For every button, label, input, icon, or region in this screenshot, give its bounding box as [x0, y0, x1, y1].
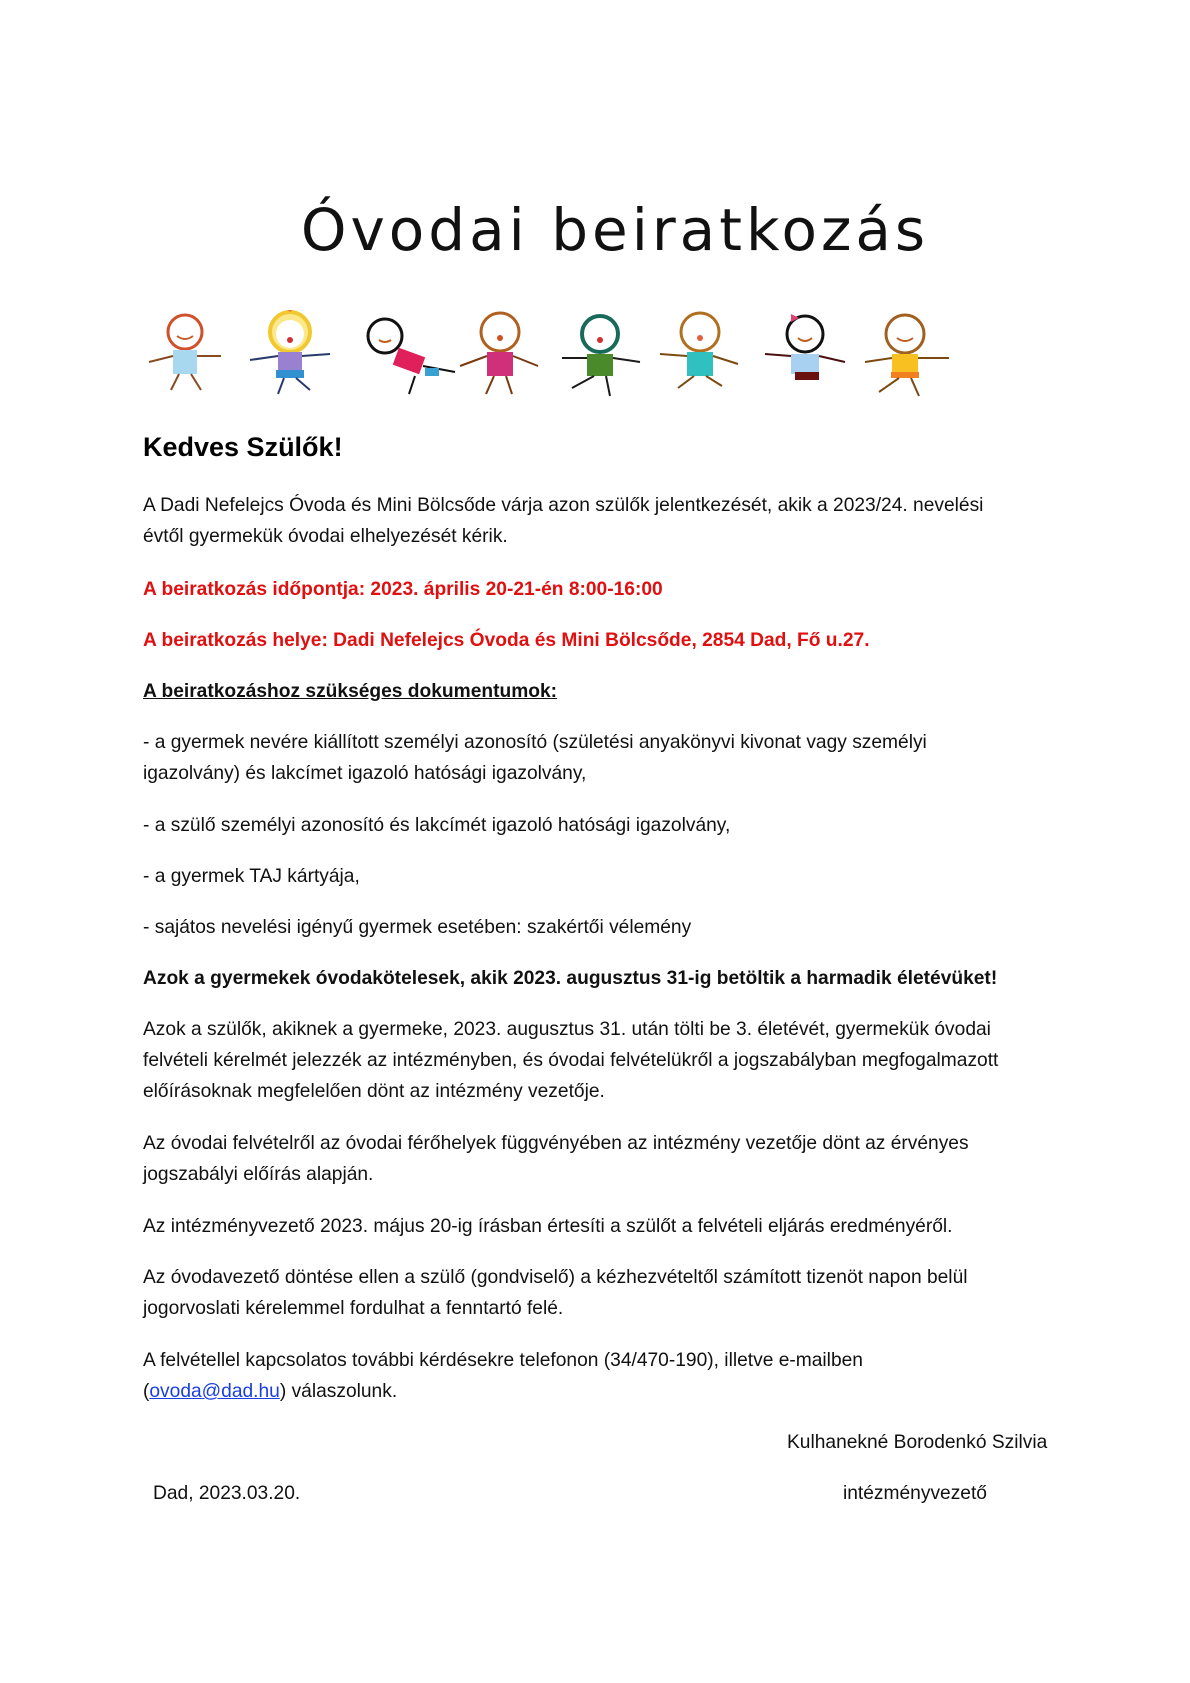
paragraph-line: jogorvoslati kérelemmel fordulhat a fenntartó felé.: [143, 1298, 564, 1319]
intro-line: évtől gyermekük óvodai elhelyezését kérik.: [143, 526, 508, 547]
enrollment-time: A beiratkozás időpontja: 2023. április 20-21-én 8:00-16:00: [143, 579, 663, 600]
child-figure: [865, 315, 949, 396]
paragraph-line: Azok a szülők, akiknek a gyermeke, 2023. augusztus 31. után tölti be 3. életévét, gyermekük óvodai: [143, 1019, 991, 1040]
document-item-line: - a gyermek nevére kiállított személyi azonosító (születési anyakönyvi kivonat vagy személyi: [143, 732, 927, 753]
contact-line: A felvétellel kapcsolatos további kérdésekre telefonon (34/470-190), illetve e-mailben: [143, 1350, 863, 1371]
email-link[interactable]: ovoda@dad.hu: [149, 1381, 280, 1402]
child-figure: [562, 316, 640, 396]
child-figure: [660, 313, 738, 388]
document-item: - a szülő személyi azonosító és lakcímét igazoló hatósági igazolvány,: [143, 815, 731, 836]
paragraph-line: Az óvodavezető döntése ellen a szülő (gondviselő) a kézhezvételtől számított tizenöt napon belül: [143, 1267, 968, 1288]
place-date: Dad, 2023.03.20.: [153, 1483, 301, 1504]
contact-line-rest: ) válaszolunk.: [279, 1381, 398, 1402]
documents-heading: A beiratkozáshoz szükséges dokumentumok:: [143, 681, 558, 702]
paren: (: [143, 1381, 150, 1402]
document-item-line: igazolvány) és lakcímet igazoló hatósági igazolvány,: [143, 763, 587, 784]
children-banner-image: [140, 310, 1040, 400]
child-figure: [460, 313, 538, 394]
contact-paragraph: [143, 1345, 1063, 1407]
paragraph: [143, 1128, 1063, 1190]
greeting-heading: Kedves Szülők!: [143, 432, 343, 462]
child-figure: [368, 319, 455, 394]
paragraph-line: Az óvodai felvételről az óvodai férőhelyek függvényében az intézmény vezetője dönt az érvényes: [143, 1133, 969, 1154]
mandatory-notice: Azok a gyermekek óvodakötelesek, akik 2023. augusztus 31-ig betöltik a harmadik életévüket!: [143, 968, 998, 989]
document-title: Óvodai beiratkozás: [300, 196, 930, 264]
child-figure: [765, 314, 845, 380]
intro-line: A Dadi Nefelejcs Óvoda és Mini Bölcsőde várja azon szülők jelentkezését, akik a 2023/24. nevelési: [143, 495, 984, 516]
paragraph: Az intézményvezető 2023. május 20-ig írásban értesíti a szülőt a felvételi eljárás eredményéről.: [143, 1216, 953, 1237]
paragraph: [143, 1262, 1063, 1324]
document-item: - sajátos nevelési igényű gyermek esetében: szakértői vélemény: [143, 917, 692, 938]
child-figure: [250, 310, 330, 394]
document-item: [143, 727, 1063, 789]
document-item: - a gyermek TAJ kártyája,: [143, 866, 360, 887]
signature-name: Kulhanekné Borodenkó Szilvia: [787, 1432, 1048, 1453]
signature-role: intézményvezető: [843, 1483, 987, 1504]
paragraph: [143, 1014, 1063, 1107]
enrollment-place: A beiratkozás helye: Dadi Nefelejcs Óvoda és Mini Bölcsőde, 2854 Dad, Fő u.27.: [143, 630, 870, 651]
intro-paragraph: [143, 490, 1063, 552]
paragraph-line: felvételi kérelmét jelezzék az intézményben, és óvodai felvételükről a jogszabályban megfogalmazott: [143, 1050, 999, 1071]
child-figure: [149, 315, 221, 390]
paragraph-line: jogszabályi előírás alapján.: [143, 1164, 374, 1185]
paragraph-line: előírásoknak megfelelően dönt az intézmény vezetője.: [143, 1081, 605, 1102]
